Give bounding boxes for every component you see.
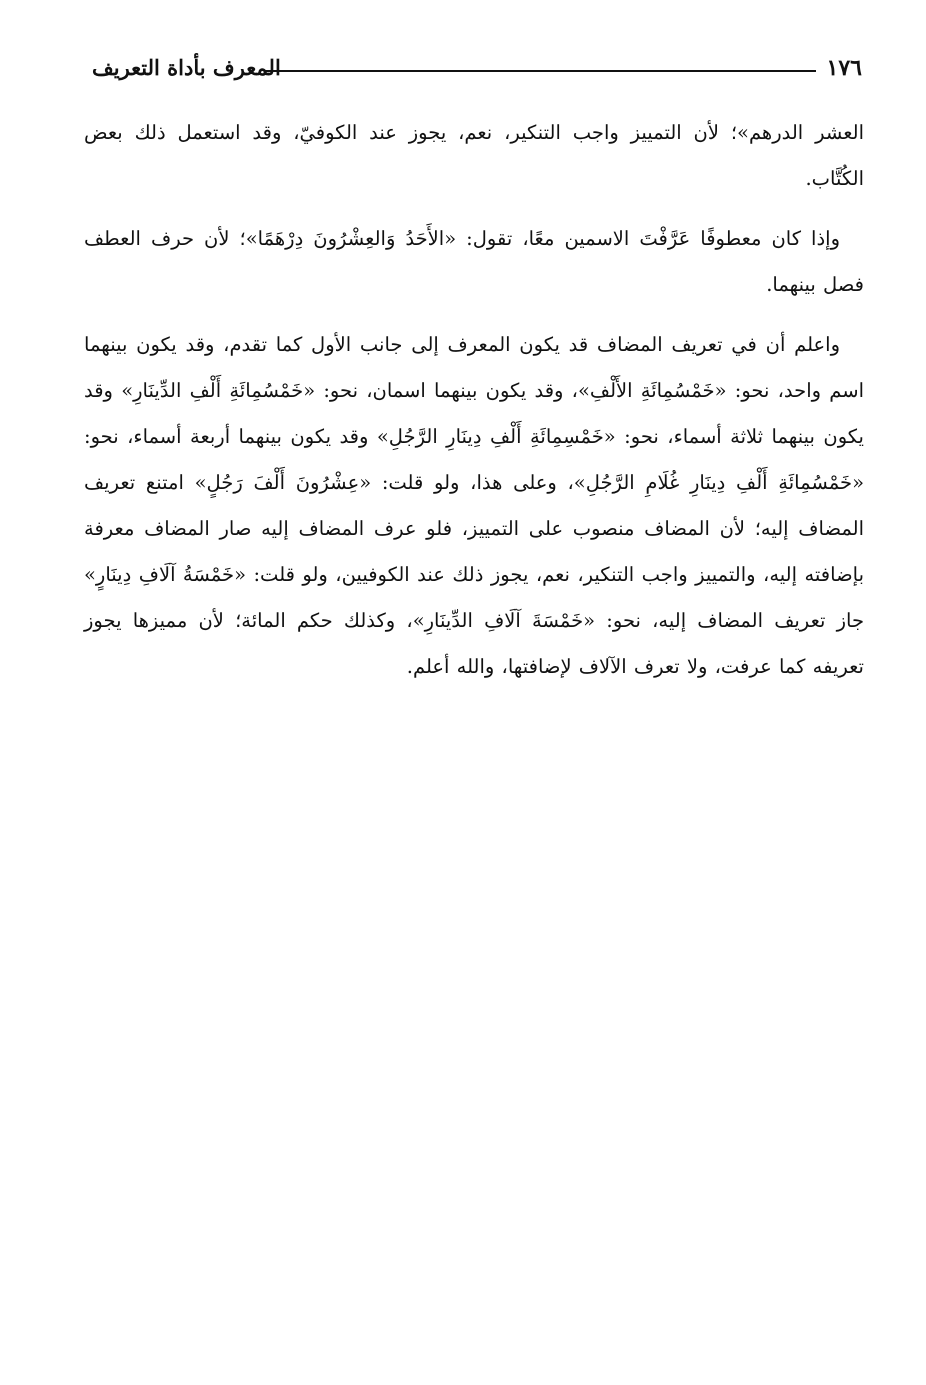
- paragraph-2: وإذا كان معطوفًا عَرَّفْتَ الاسمين معًا، تقول: «الأَحَدُ وَالعِشْرُونَ دِرْهَمًا»؛ لأن حرف العطف فصل بينهما.: [84, 227, 864, 296]
- page-number: ١٧٦: [826, 55, 862, 81]
- running-header: [86, 48, 866, 88]
- main-text: [84, 110, 864, 704]
- paragraph-1: العشر الدرهم»؛ لأن التمييز واجب التنكير، نعم، يجوز عند الكوفيّ، وقد استعمل ذلك بعض الكُتَّاب.: [84, 121, 864, 190]
- header-rule: [264, 70, 816, 72]
- paragraph-3: واعلم أن في تعريف المضاف قد يكون المعرف إلى جانب الأول كما تقدم، وقد يكون بينهما اسم واحد، نحو: «خَمْسُمِائَةِ الأَلْفِ»، وقد يكون بينهما اسمان، نحو: «خَمْسُمِائَةِ أَلْفِ الدِّينَارِ» وقد يكون بينهما ثلاثة أسماء، نحو: «خَمْسِمِائَةِ أَلْفِ دِينَارِ الرَّجُلِ» وقد يكون بينهما أربعة أسماء، نحو: «خَمْسُمِائَةِ أَلْفِ دِينَارِ غُلَامِ الرَّجُلِ»، وعلى هذا، ولو قلت: «عِشْرُونَ أَلْفَ رَجُلٍ» امتنع تعريف المضاف إليه؛ لأن المضاف منصوب على التمييز، فلو عرف المضاف إليه صار المضاف معرفة بإضافته إليه، والتمييز واجب التنكير، نعم، يجوز ذلك عند الكوفيين، ولو قلت: «خَمْسَةُ آلَافِ دِينَارٍ» جاز تعريف المضاف إليه، نحو: «خَمْسَةَ آلَافِ الدِّينَارِ»، وكذلك حكم المائة؛ لأن مميزها يجوز تعريفه كما عرفت، ولا تعرف الآلاف لإضافتها، والله أعلم.: [84, 333, 864, 678]
- running-title: المعرف بأداة التعريف: [92, 55, 281, 80]
